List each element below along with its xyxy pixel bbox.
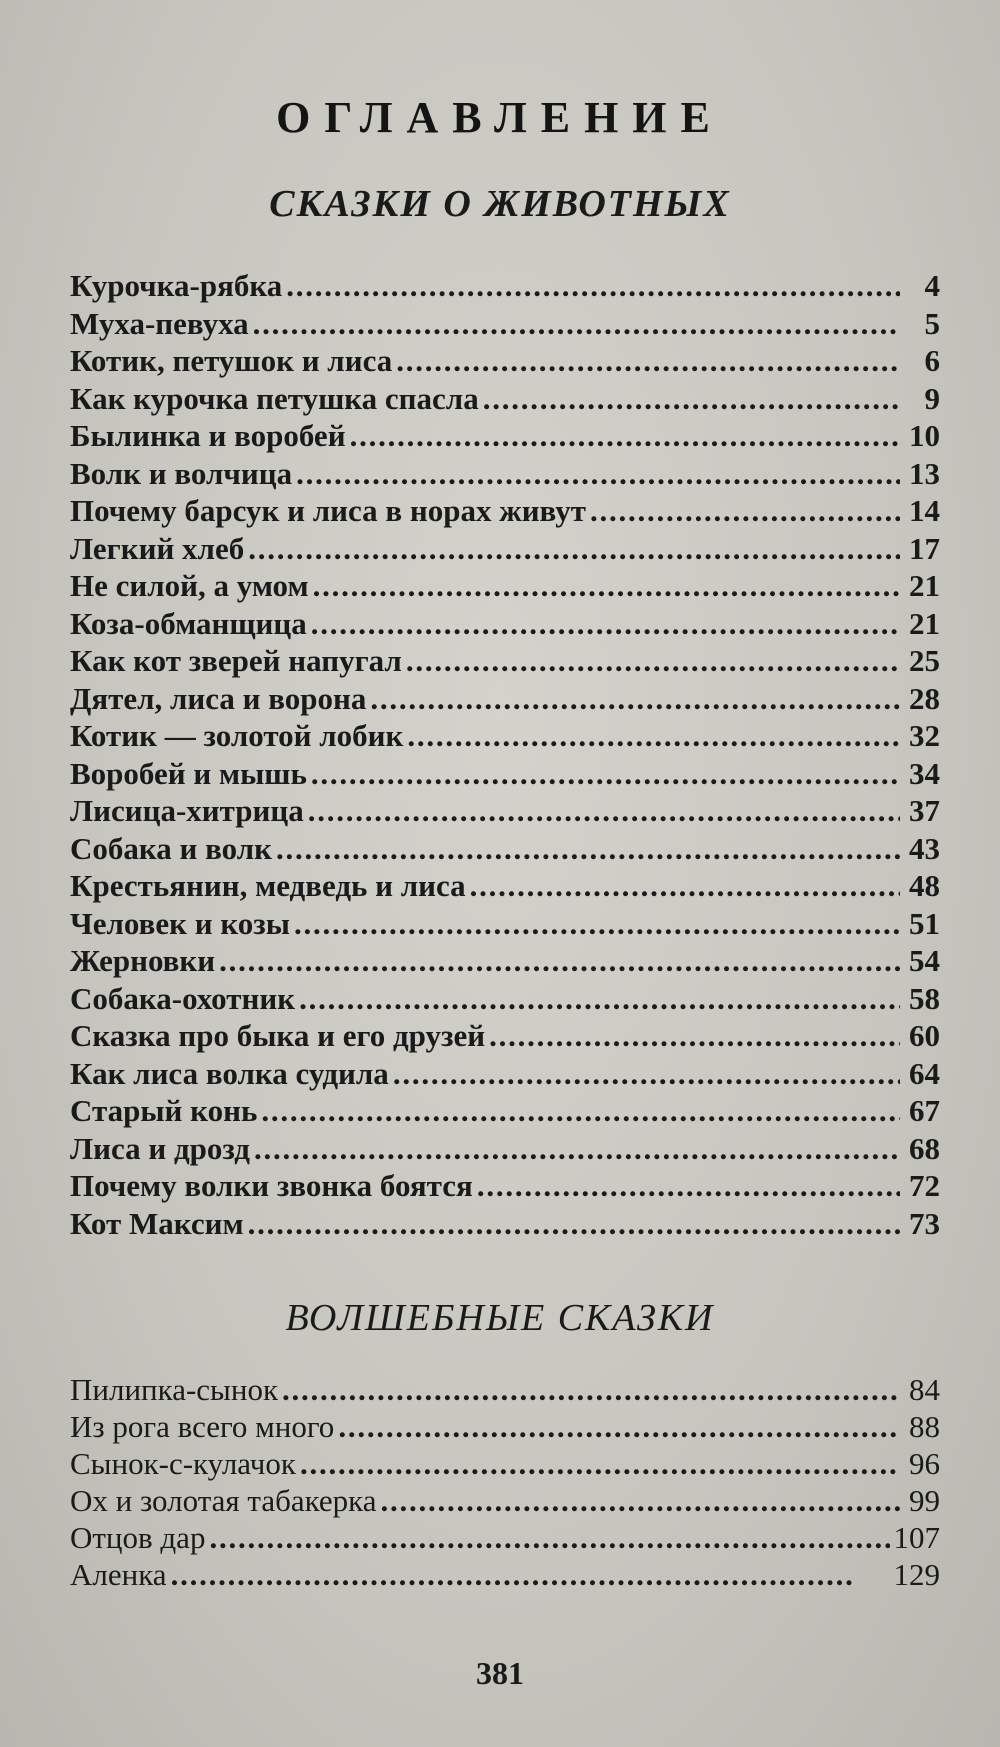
dot-leader [338,1409,900,1445]
toc-entry-title: Волк и волчица [70,455,293,491]
toc-entry-page: 25 [909,643,940,678]
toc-entry-title: Крестьянин, медведь и лиса [70,868,466,903]
toc-entry-title: Собака-охотник [70,980,296,1016]
dot-leader [470,868,900,904]
toc-entry-page: 43 [909,830,940,866]
toc-entry-page: 21 [909,568,940,603]
dot-leader [209,1520,889,1556]
toc-entry-page: 5 [924,305,940,341]
toc-entry-title: Ох и золотая табакерка [70,1483,377,1518]
dot-leader [253,306,900,342]
dot-leader [313,568,900,604]
toc-entry-page: 9 [924,380,940,416]
toc-entry-title: Жерновки [70,943,216,978]
toc-entry-page: 67 [909,1093,940,1128]
toc-entry [70,831,940,869]
toc-entry-title: Пилипка-сынок [70,1372,279,1407]
dot-leader [370,681,900,717]
toc-entry [70,1168,940,1206]
toc-entry-title: Муха-певуха [70,305,249,341]
toc-entry-title: Как кот зверей напугал [70,643,402,678]
toc-entry-page: 17 [909,530,940,566]
toc-entry [70,1131,940,1169]
toc-entry [70,681,940,719]
toc-entry-title: Почему волки звонка боятся [70,1168,473,1203]
toc-entry-title: Дятел, лиса и ворона [70,680,367,716]
toc-entry-page: 14 [909,493,940,528]
toc-entry-title: Курочка-рябка [70,268,283,303]
toc-entry-page: 21 [909,605,940,641]
toc-entry-title: Не силой, а умом [70,568,309,603]
toc-entry [70,756,940,794]
page-heading: ОГЛАВЛЕНИЕ [276,93,724,142]
toc-entry-title: Человек и козы [70,905,290,941]
toc-entry-page: 54 [909,943,940,978]
toc-entry-page: 88 [909,1409,940,1444]
dot-leader [406,643,900,679]
toc-entry [70,568,940,606]
section-title-animal-tales: СКАЗКИ О ЖИВОТНЫХ [269,183,731,225]
dot-leader [282,1372,900,1408]
section-title-magic-tales: ВОЛШЕБНЫЕ СКАЗКИ [285,1297,715,1339]
toc-entry-title: Кот Максим [70,1205,244,1241]
dot-leader [489,1018,900,1054]
dot-leader [286,268,900,304]
toc-entry-title: Легкий хлеб [70,530,245,566]
toc-entry-page: 58 [909,980,940,1016]
dot-leader [477,1168,900,1204]
dot-leader [276,831,900,867]
toc-entry-title: Лисица-хитрица [70,793,304,828]
toc-entry [70,943,940,981]
toc-entry-title: Собака и волк [70,830,273,866]
dot-leader [248,531,900,567]
toc-entry-page: 84 [909,1372,940,1407]
dot-leader [311,756,900,792]
toc-entry [70,268,940,306]
dot-leader [311,606,900,642]
dot-leader [483,381,900,417]
toc-entry [70,1409,940,1446]
toc-entry-page: 107 [893,1520,940,1555]
toc-entry [70,343,940,381]
dot-leader [248,1206,900,1242]
toc-entry [70,793,940,831]
toc-entry [70,381,940,419]
toc-list-magic-tales [70,1372,940,1594]
toc-entry [70,1446,940,1483]
toc-entry [70,306,940,344]
dot-leader [396,343,900,379]
toc-entry-page: 28 [909,680,940,716]
toc-entry [70,1520,940,1557]
page-number: 381 [476,1655,524,1691]
dot-leader [407,718,900,754]
toc-entry-page: 37 [909,793,940,828]
toc-entry-page: 10 [909,418,940,453]
toc-entry-title: Коза-обманщица [70,605,307,641]
toc-entry-title: Почему барсук и лиса в норах живут [70,493,586,528]
toc-entry [70,1206,940,1244]
toc-entry-title: Старый конь [70,1093,258,1128]
toc-entry [70,606,940,644]
dot-leader [294,906,900,942]
toc-entry-title: Лиса и дрозд [70,1130,250,1166]
toc-entry [70,418,940,456]
toc-entry-page: 99 [909,1483,940,1518]
toc-entry-title: Как курочка петушка спасла [70,380,479,416]
toc-entry-page: 34 [909,755,940,791]
toc-entry-title: Котик, петушок и лиса [70,343,393,378]
toc-entry-page: 64 [909,1055,940,1091]
toc-entry [70,1483,940,1520]
toc-entry [70,531,940,569]
toc-entry [70,643,940,681]
toc-entry-page: 4 [924,268,940,303]
toc-entry-page: 32 [909,718,940,753]
toc-entry [70,1372,940,1409]
dot-leader [381,1483,900,1519]
dot-leader [300,1446,900,1482]
toc-entry-title: Аленка [70,1557,167,1592]
toc-entry [70,1018,940,1056]
toc-entry-page: 51 [909,905,940,941]
dot-leader [350,418,900,454]
toc-entry [70,493,940,531]
dot-leader [308,793,900,829]
toc-entry-title: Из рога всего много [70,1409,335,1444]
toc-entry-title: Как лиса волка судила [70,1055,389,1091]
toc-entry-page: 72 [909,1168,940,1203]
toc-entry-title: Былинка и воробей [70,418,346,453]
toc-entry-page: 96 [909,1446,940,1481]
dot-leader [171,1557,890,1593]
toc-entry-title: Воробей и мышь [70,755,307,791]
dot-leader [299,981,900,1017]
toc-entry-page: 68 [909,1130,940,1166]
toc-entry-page: 129 [893,1557,940,1592]
toc-entry-title: Котик — золотой лобик [70,718,404,753]
toc-entry-title: Сказка про быка и его друзей [70,1018,486,1053]
dot-leader [219,943,900,979]
toc-entry [70,1557,940,1594]
dot-leader [296,456,900,492]
toc-entry-page: 73 [909,1205,940,1241]
toc-entry-page: 13 [909,455,940,491]
dot-leader [590,493,900,529]
toc-entry [70,906,940,944]
dot-leader [254,1131,900,1167]
toc-entry [70,456,940,494]
toc-entry-title: Отцов дар [70,1520,206,1555]
toc-entry-page: 6 [924,343,940,378]
toc-entry [70,718,940,756]
toc-entry [70,981,940,1019]
dot-leader [393,1056,900,1092]
toc-entry-page: 48 [909,868,940,903]
toc-entry-title: Сынок-с-кулачок [70,1446,296,1481]
toc-entry [70,868,940,906]
toc-list-animal-tales [70,268,940,1243]
dot-leader [261,1093,900,1129]
toc-entry-page: 60 [909,1018,940,1053]
toc-entry [70,1056,940,1094]
toc-entry [70,1093,940,1131]
